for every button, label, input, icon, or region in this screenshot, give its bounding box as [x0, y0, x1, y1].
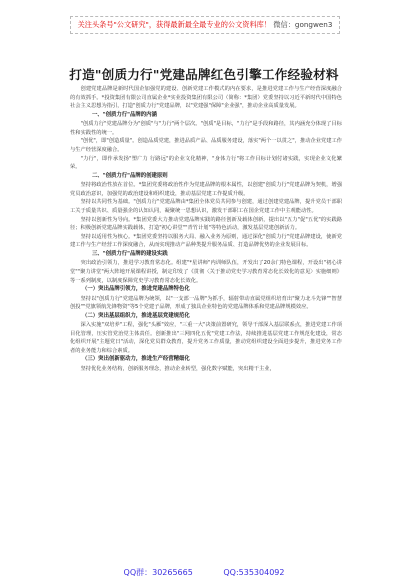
footer-qq: QQ:535304092	[223, 568, 285, 577]
section-heading: 三、"创质力行"品牌的建设实践	[92, 250, 168, 257]
paragraph: "创质力行"党建品牌分为"创质"与"力行"两个层次。"创质"是目标，"力行"是手段和路径，其内涵充分体现了目标性和实践性的统一。	[70, 121, 342, 136]
paragraph: "力行"，即作承发扬"塑广力 行路远"的企业文化精神，"身体力行"将工作目标计划付诸实践，实现企业文化繁荣。	[70, 155, 342, 171]
paragraph: 坚持将政治性放在首位。*集团党委将政治性作为党建品牌的根本属性，以创建"创质力行"党建品牌为契机，增强党员政治意识，加强党的政治建设和组织建设，推动基层党建工作提质升级。	[70, 182, 342, 197]
document-body	[70, 85, 342, 555]
section-heading: （一）突出品牌引领力，推进党建品牌特色化	[82, 286, 190, 293]
paragraph: 突出政治引领力，推进学习教育常态化。组建"*星讲师"内训师队伍，开发出了20余门特色课程，开设出"初心讲堂""聚力讲堂"两大阵地开展课程讲授，制定印发了《贯彻〈关于推动党史学习教育常态化长效化的意见〉实施细则》等一系列制度，以制度保障党史学习教育常态化长效化。	[70, 260, 342, 284]
section-heading: 二、"创质力行"品牌的创建原则	[92, 172, 168, 179]
banner-text: 关注头条号"公文研究"，获得最新最全最专业的公文资料库！	[77, 20, 272, 29]
paragraph: "创优"，即"创造质量"。创造品质党建，推进品质产品、品质服务建设，落实"两个一以贯之"，推动企业党建工作与生产经营深度融合。	[70, 138, 342, 153]
footer	[0, 568, 408, 578]
document-title: 打造"创质力行"党建品牌红色引擎工作经验材料	[69, 67, 339, 82]
paragraph: 坚持优化业务结构，创新服务理念，推动企业转型，强化数字赋能，突出精干主业，	[80, 365, 275, 372]
banner-wechat: 微信：gongwen3	[271, 20, 333, 29]
section-heading: （三）突出创新驱动力，推进生产经营精细化	[82, 356, 190, 363]
footer-qq-group: QQ群：30265665	[123, 568, 193, 577]
paragraph: 坚持以"创质力行"党建品牌为统领，以"一支部一品牌"为抓手，辐射带动直属党组织培育出"聚力北斗先锋""智慧创投""党旗领航先锋物资"等5个党建子品牌，形成了独具企业特色的党建品牌体系和党建品牌规模效应。	[70, 295, 342, 311]
paragraph: 深入实施"双培养"工程，强化"头雁"效应，"三重一大"决策前置研究，领导干部深入基层联系点，推进党建工作项目化管理，压实管党治党主体责任。创新推出"三网四化五优"党建工作法，持续推进基层党建工作规范化建设，常态化组织开展"主题党日"活动，深化党员群众教育，提升党务工作质量，推动党组织建设全面进步提升，推进党务工作者的业务能力和综合素质。	[70, 322, 342, 354]
section-heading: （二）突出基层组织力，推进基层党建规范化	[82, 312, 190, 319]
paragraph: 坚持以共同性为基础。"创质力行"党建品牌由*集团全体党员共同参与创建，通过创建党建品牌，提升党员干部职工关于质量共识、质量强企的认知认同，凝聚统一思想认识，激发干部职工在国企党建工作中主观能动性。	[70, 199, 342, 214]
paragraph: 创建党建品牌是新时代国企加强党的建设、创新党建工作模式的内在要求，是推进党建工作与生产经营深度融合的有效抓手。*投资集团有限公司直属企业*实业投资集团有限公司（简称：*集团）党委坚持以习近平新时代中国特色社会主义思想为指引，打造"创质力行"党建品牌，以"党建强"保障"企业强"，推动企业高质量发展。	[70, 86, 342, 110]
paragraph: 坚持以创新性为导向。*集团党委大力推动党建品牌实践的路径创新及载体创新，提出以"五力"促"五优"的实践路径；积极创新党建品牌实践载体，打造"初心讲堂""青竹计划"等特色活动，激发基层党建创新活力。	[70, 216, 342, 232]
paragraph: 坚持以适用性为核心。*集团党委坚持以服务大局、融入业务为原则，通过深化"创质力行"党建品牌建设，使新党建工作与生产经营工作深度融合，从而实现推动产品种类提升服务品质、打造品牌优势的企业发展目标。	[70, 233, 342, 249]
top-banner	[70, 16, 340, 34]
section-heading: 一、"创质力行"品牌的内涵	[92, 111, 157, 118]
